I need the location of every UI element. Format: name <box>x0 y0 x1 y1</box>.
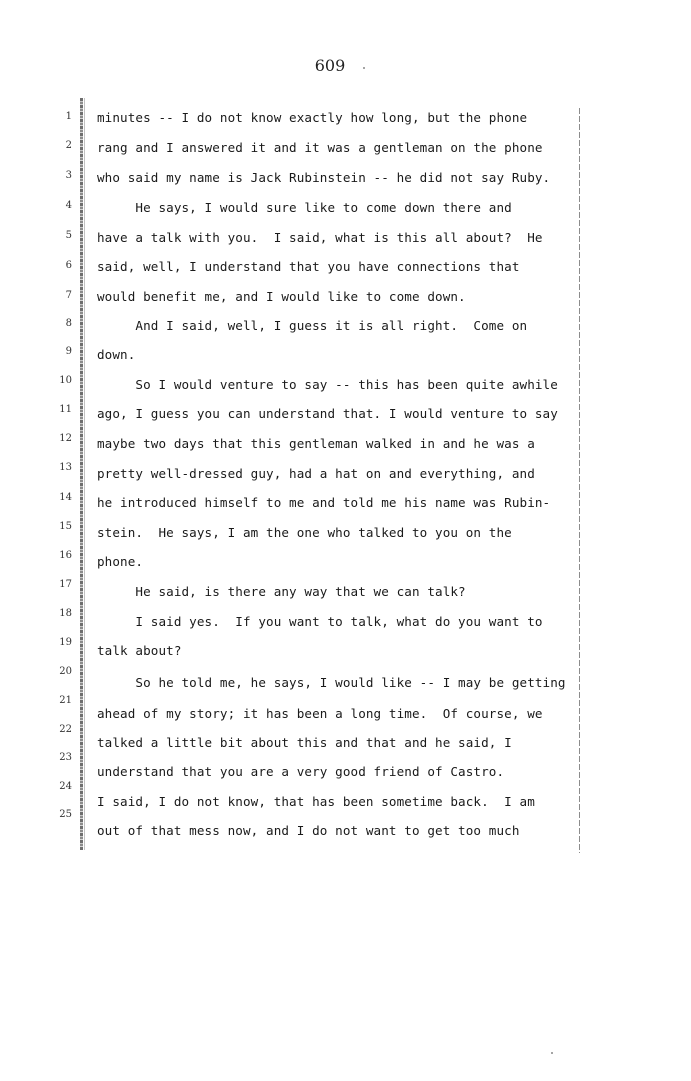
line-number: 17 <box>59 579 72 590</box>
line-number: 13 <box>59 462 72 473</box>
line-number: 2 <box>65 140 72 151</box>
transcript-line: stein. He says, I am the one who talked to you on the <box>97 525 512 540</box>
line-number: 25 <box>59 809 72 820</box>
line-number: 1 <box>65 111 72 122</box>
transcript-line: who said my name is Jack Rubinstein -- he did not say Ruby. <box>97 170 551 185</box>
line-number: 19 <box>59 637 72 648</box>
transcript-line: I said, I do not know, that has been sometime back. I am <box>97 794 535 809</box>
transcript-line: ago, I guess you can understand that. I would venture to say <box>97 406 558 421</box>
line-number: 11 <box>59 404 72 415</box>
transcript-line: He says, I would sure like to come down there and <box>97 200 512 215</box>
line-number: 8 <box>65 318 72 329</box>
transcript-line: talk about? <box>97 643 182 658</box>
transcript-line: would benefit me, and I would like to come down. <box>97 289 466 304</box>
left-margin-rule <box>80 98 83 850</box>
transcript-line: I said yes. If you want to talk, what do you want to <box>97 614 543 629</box>
transcript-line: He said, is there any way that we can talk? <box>97 584 466 599</box>
transcript-line: down. <box>97 347 136 362</box>
transcript-line: said, well, I understand that you have connections that <box>97 259 520 274</box>
line-number: 10 <box>59 375 72 386</box>
transcript-line: have a talk with you. I said, what is this all about? He <box>97 230 543 245</box>
transcript-line: pretty well-dressed guy, had a hat on and everything, and <box>97 466 535 481</box>
line-number: 22 <box>59 724 72 735</box>
line-number: 15 <box>59 521 72 532</box>
transcript-line: So I would venture to say -- this has been quite awhile <box>97 377 558 392</box>
scan-speck <box>551 1052 553 1054</box>
transcript-line: talked a little bit about this and that and he said, I <box>97 735 512 750</box>
line-number: 14 <box>59 492 72 503</box>
line-number: 12 <box>59 433 72 444</box>
right-margin-rule <box>579 108 580 853</box>
transcript-line: rang and I answered it and it was a gentleman on the phone <box>97 140 543 155</box>
line-number: 18 <box>59 608 72 619</box>
transcript-line: out of that mess now, and I do not want to get too much <box>97 823 520 838</box>
transcript-line: ahead of my story; it has been a long time. Of course, we <box>97 706 543 721</box>
line-number: 16 <box>59 550 72 561</box>
transcript-line: So he told me, he says, I would like -- I may be getting <box>97 675 566 690</box>
line-number: 6 <box>65 260 72 271</box>
line-number: 4 <box>65 200 72 211</box>
line-number: 5 <box>65 230 72 241</box>
line-number: 23 <box>59 752 72 763</box>
line-number: 9 <box>65 346 72 357</box>
line-number: 3 <box>65 170 72 181</box>
transcript-line: phone. <box>97 554 144 569</box>
scan-speck <box>363 67 365 69</box>
page-number: 609 <box>314 56 346 75</box>
line-number: 20 <box>59 666 72 677</box>
transcript-line: minutes -- I do not know exactly how long, but the phone <box>97 110 528 125</box>
line-number: 21 <box>59 695 72 706</box>
transcript-line: maybe two days that this gentleman walked in and he was a <box>97 436 535 451</box>
left-margin-rule-inner <box>84 98 85 850</box>
line-number: 24 <box>59 781 72 792</box>
transcript-line: understand that you are a very good friend of Castro. <box>97 764 505 779</box>
transcript-line: he introduced himself to me and told me his name was Rubin- <box>97 495 551 510</box>
line-number: 7 <box>65 290 72 301</box>
transcript-line: And I said, well, I guess it is all right. Come on <box>97 318 528 333</box>
